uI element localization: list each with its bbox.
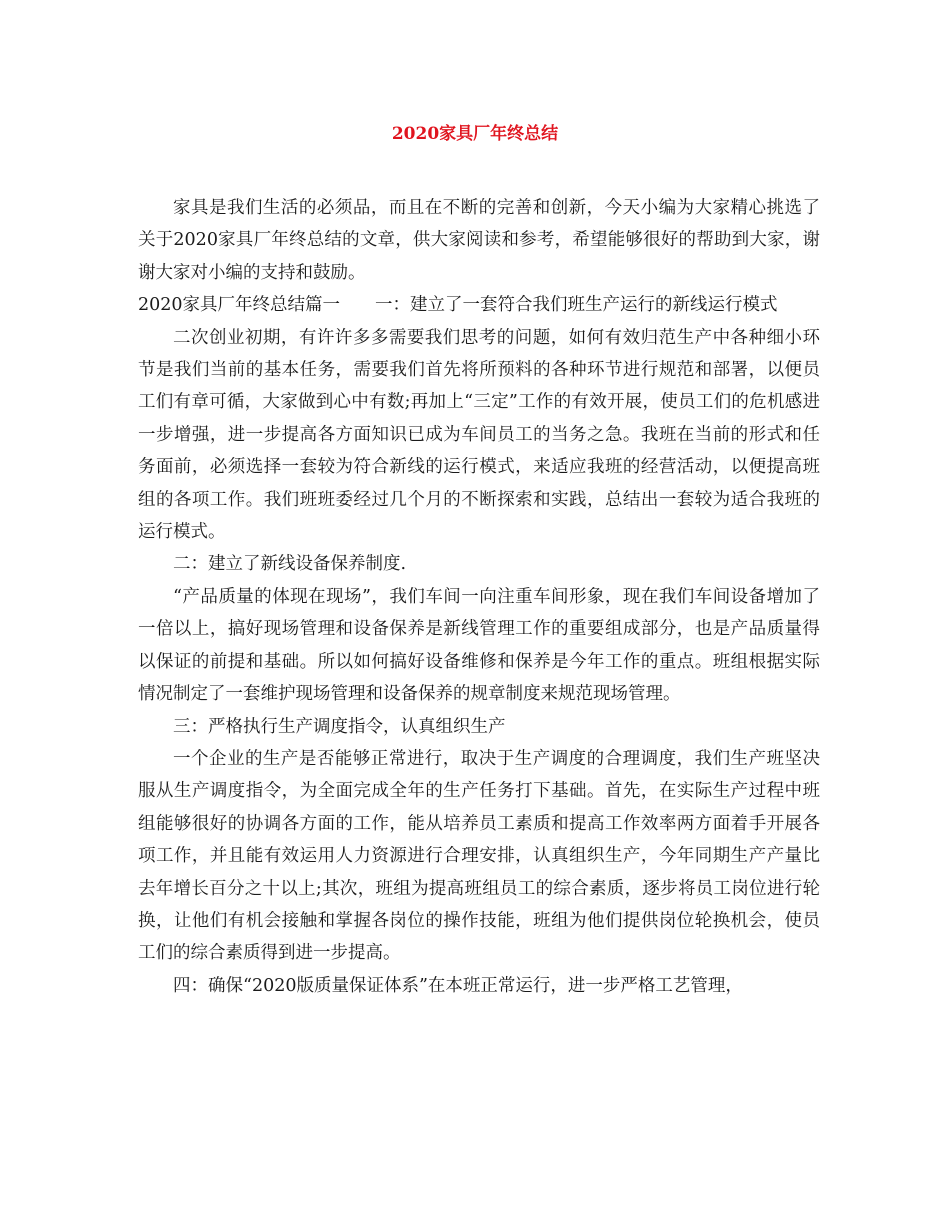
paragraph-section-2-body: “产品质量的体现在现场”，我们车间一向注重车间形象，现在我们车间设备增加了一倍以上，搞好现场管理和设备保养是新线管理工作的重要组成部分，也是产品质量得以保证的前提和基础。所以如何搞好设备维修和保养是今年工作的重点。班组根据实际情况制定了一套维护现场管理和设备保养的规章制度来规范现场管理。 <box>138 586 820 705</box>
document-body <box>138 192 820 1002</box>
document-title: 2020家具厂年终总结 <box>391 124 559 144</box>
paragraph-section-heading-2: 二：建立了新线设备保养制度. <box>173 554 407 575</box>
paragraph-section-3-body: 一个企业的生产是否能够正常进行，取决于生产调度的合理调度，我们生产班坚决服从生产调度指令，为全面完成全年的生产任务打下基础。首先，在实际生产过程中班组能够很好的协调各方面的工作，能从培养员工素质和提高工作效率两方面着手开展各项工作，并且能有效运用人力资源进行合理安排，认真组织生产，今年同期生产产量比去年增长百分之十以上;其次，班组为提高班组员工的综合素质，逐步将员工岗位进行轮换，让他们有机会接触和掌握各岗位的操作技能，班组为他们提供岗位轮换机会，使员工们的综合素质得到进一步提高。 <box>138 748 820 964</box>
paragraph-section-heading-3: 三：严格执行生产调度指令，认真组织生产 <box>173 716 506 737</box>
paragraph-intro: 家具是我们生活的必须品，而且在不断的完善和创新，今天小编为大家精心挑选了关于2020家具厂年终总结的文章，供大家阅读和参考，希望能够很好的帮助到大家，谢谢大家对小编的支持和鼓励。 <box>138 198 820 283</box>
paragraph-section-heading-4: 四：确保“2020版质量保证体系”在本班正常运行，进一步严格工艺管理， <box>173 975 743 996</box>
paragraph-section-heading-1: 2020家具厂年终总结篇一 一：建立了一套符合我们班生产运行的新线运行模式 <box>138 295 778 316</box>
paragraph-section-1-body: 二次创业初期，有许许多多需要我们思考的问题，如何有效归范生产中各种细小环节是我们当前的基本任务，需要我们首先将所预料的各种环节进行规范和部署，以便员工们有章可循，大家做到心中有数;再加上“三定”工作的有效开展，使员工们的危机感进一步增强，进一步提高各方面知识已成为车间员工的当务之急。我班在当前的形式和任务面前，必须选择一套较为符合新线的运行模式，来适应我班的经营活动，以便提高班组的各项工作。我们班班委经过几个月的不断探索和实践，总结出一套较为适合我班的运行模式。 <box>138 327 820 543</box>
